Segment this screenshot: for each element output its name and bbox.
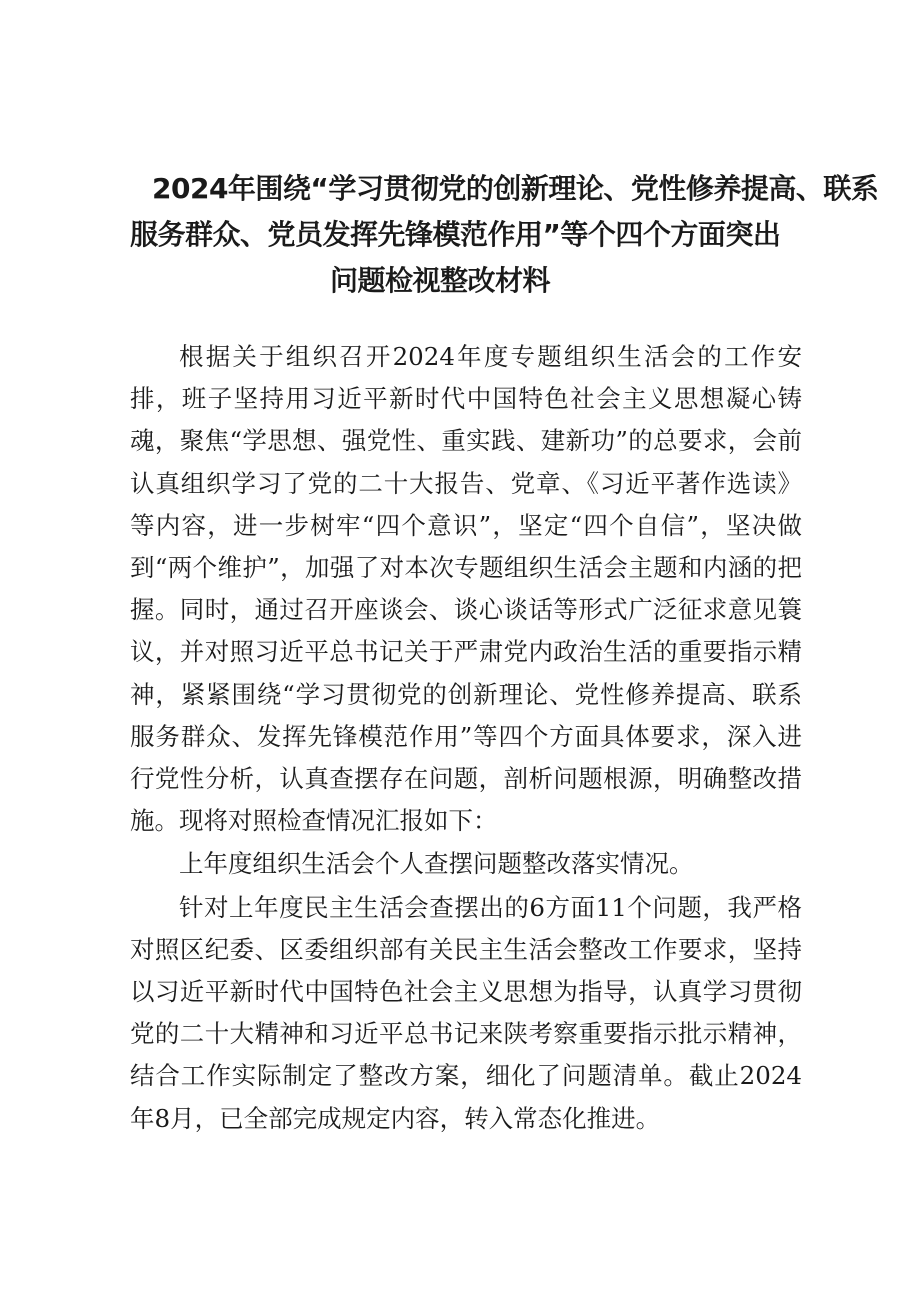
paragraph-intro: 根据关于组织召开2024年度专题组织生活会的工作安排，班子坚持用习近平新时代中国特色社会主义思想凝心铸魂，聚焦“学思想、强党性、重实践、建新功”的总要求，会前认真组织学习了党的二十大报告、党章、《习近平著作选读》等内容，进一步树牢“四个意识”，坚定“四个自信”，坚决做到“两个维护”，加强了对本次专题组织生活会主题和内涵的把握。同时，通过召开座谈会、谈心谈话等形式广泛征求意见簑议，并对照习近平总书记关于严肃党内政治生活的重要指示精神，紧紧围绕“学习贯彻党的创新理论、党性修养提高、联系服务群众、发挥先锋模范作用”等四个方面具体要求，深入进行党性分析，认真查摆存在问题，剖析问题根源，明确整改措施。现将对照检查情况汇报如下： <box>130 342 802 836</box>
document-body <box>130 336 802 1140</box>
paragraph-rectification: 针对上年度民主生活会查摆出的6方面11个问题，我严格对照区纪委、区委组织部有关民主生活会整改工作要求，坚持以习近平新时代中国特色社会主义思想为指导，认真学习贯彻党的二十大精神和习近平总书记来陕考察重要指示批示精神，结合工作实际制定了整改方案，细化了问题清单。截止2024年8月，已全部完成规定内容，转入常态化推进。 <box>130 892 802 1133</box>
title-line-3: 问题检视整改材料 <box>330 264 551 297</box>
title-line-1: 2024年围绕“学习贯彻党的创新理论、党性修养提高、联系 <box>152 172 879 205</box>
title-line-2: 服务群众、党员发挥先锋模范作用”等个四个方面突出 <box>130 218 781 251</box>
document-title <box>130 166 879 304</box>
paragraph-section-heading: 上年度组织生活会个人查摆问题整改落实情况。 <box>179 849 694 879</box>
